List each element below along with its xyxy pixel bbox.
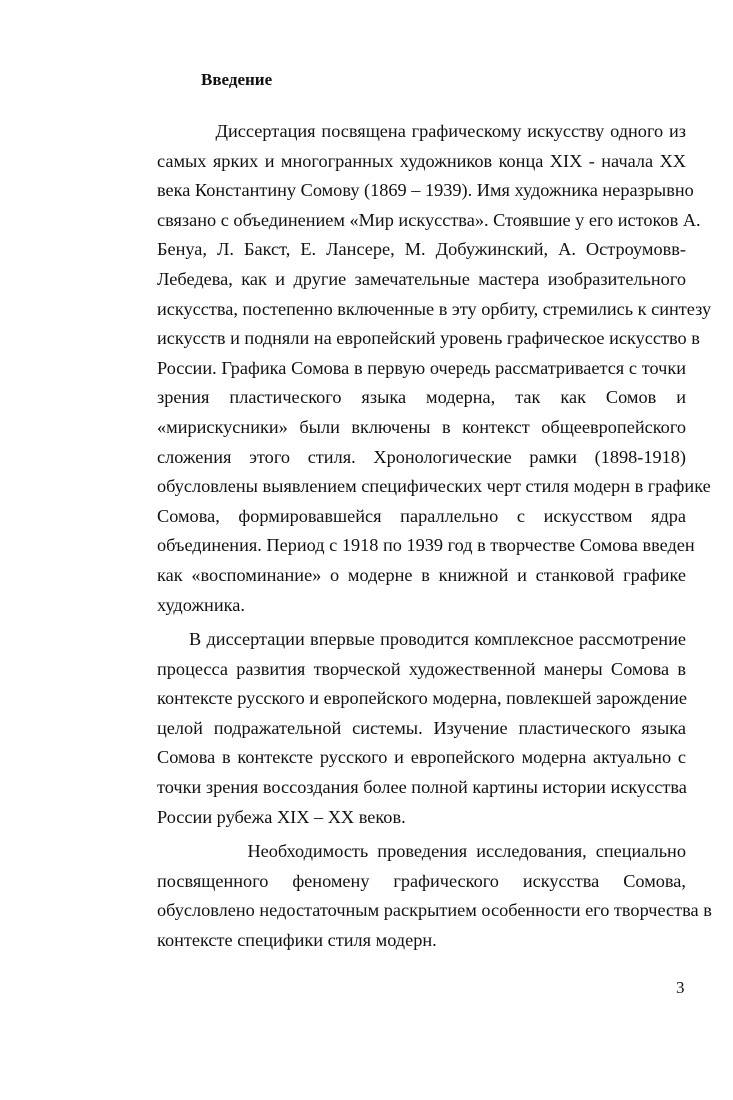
text-line: контексте специфики стиля модерн. <box>157 930 437 951</box>
text-line: сложения этого стиля. Хронологические рамки (1898-1918) <box>157 446 686 467</box>
text-line: объединения. Период с 1918 по 1939 год в творчестве Сомова введен <box>157 535 695 556</box>
text-line: В диссертации впервые проводится комплексное рассмотрение <box>157 629 686 650</box>
text-line: искусств и подняли на европейский уровень графическое искусство в <box>157 328 700 349</box>
text-line: России рубежа XIX – XX веков. <box>157 806 406 827</box>
paragraph <box>157 117 712 620</box>
text-line: связано с объединением «Мир искусства». Стоявшие у его истоков А. <box>157 209 701 230</box>
text-line: контексте русского и европейского модерна, повлекшей зарождение <box>157 688 687 709</box>
text-line: как «воспоминание» о модерне в книжной и станковой графике <box>157 564 686 585</box>
text-line: Сомова в контексте русского и европейского модерна актуально с <box>157 747 686 768</box>
text-line: Сомова, формировавшейся параллельно с искусством ядра <box>157 505 686 526</box>
text-line: посвященного феномену графического искусства Сомова, <box>157 870 686 891</box>
text-line: Диссертация посвящена графическому искусству одного из <box>157 121 686 141</box>
body-text <box>157 117 712 956</box>
text-line: века Константину Сомову (1869 – 1939). Имя художника неразрывно <box>157 180 694 201</box>
text-line: процесса развития творческой художественной манеры Сомова в <box>157 658 686 679</box>
text-line: искусства, постепенно включенные в эту орбиту, стремились к синтезу <box>157 298 712 319</box>
text-line: зрения пластического языка модерна, так как Сомов и <box>157 387 686 408</box>
text-line: Бенуа, Л. Бакст, Е. Лансере, М. Добужинский, А. Остроумовв- <box>157 239 686 260</box>
text-line: обусловлено недостаточным раскрытием особенности его творчества в <box>157 900 712 921</box>
page-number: 3 <box>676 978 685 997</box>
text-line: обусловлены выявлением специфических черт стиля модерн в графике <box>157 476 711 497</box>
text-line: Лебедева, как и другие замечательные мастера изобразительного <box>157 268 686 289</box>
text-line: самых ярких и многогранных художников конца XIX - начала XX <box>157 150 686 171</box>
paragraph <box>157 837 712 955</box>
text-line: Необходимость проведения исследования, специально <box>157 841 686 862</box>
text-line: целой подражательной системы. Изучение пластического языка <box>157 717 686 738</box>
text-line: России. Графика Сомова в первую очередь рассматривается с точки <box>157 357 686 378</box>
text-line: художника. <box>157 594 245 615</box>
text-line: «мирискусники» были включены в контекст общеевропейского <box>157 416 686 437</box>
section-heading: Введение <box>201 70 273 89</box>
paragraph <box>157 625 686 832</box>
text-line: точки зрения воссоздания более полной картины истории искусства <box>157 777 687 798</box>
